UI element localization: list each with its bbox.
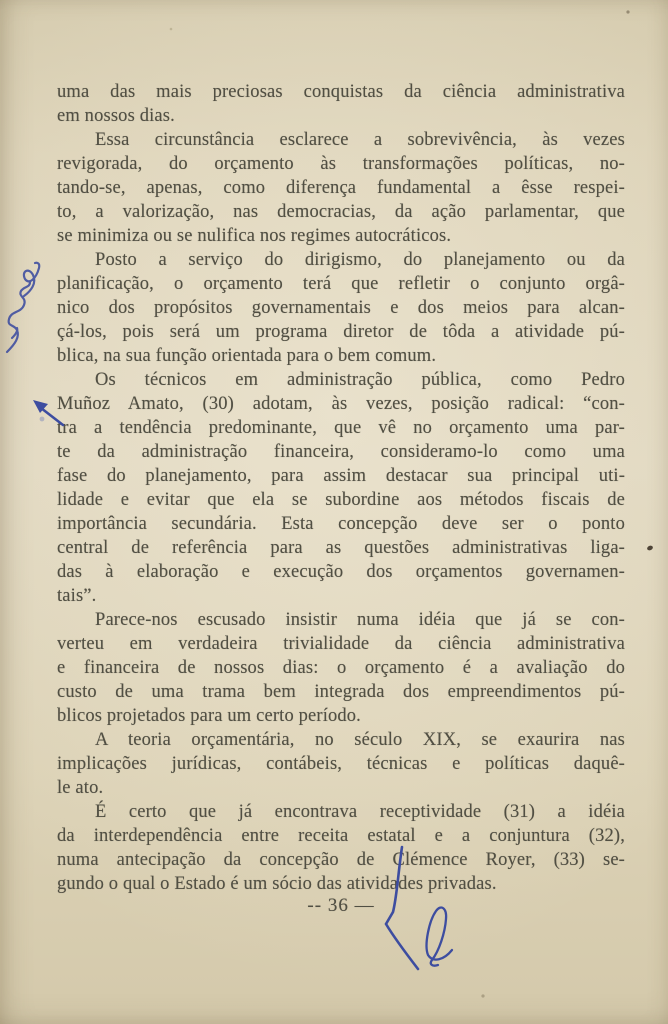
text-line: importância secundária. Esta concepção deve ser o ponto	[57, 514, 625, 534]
text-line: planificação, o orçamento terá que refletir o conjunto orgâ-	[57, 274, 625, 294]
text-line: te da administração financeira, consideramo-lo como uma	[57, 442, 625, 462]
text-line: Os técnicos em administração pública, como Pedro	[95, 370, 625, 390]
text-line: É certo que já encontrava receptividade (31) a idéia	[95, 802, 625, 822]
text-line: to, a valorização, nas democracias, da ação parlamentar, que	[57, 202, 625, 222]
text-line: A teoria orçamentária, no século XIX, se exaurira nas	[95, 730, 625, 750]
text-line: numa antecipação da concepção de Clémence Royer, (33) se-	[57, 850, 625, 870]
text-line: Muñoz Amato, (30) adotam, às vezes, posição radical: “con-	[57, 394, 625, 414]
page-number: -- 36 —	[307, 895, 375, 916]
text-line: Essa circunstância esclarece a sobrevivência, às vezes	[95, 130, 625, 150]
text-line: çá-los, pois será um programa diretor de tôda a atividade pú-	[57, 322, 625, 342]
text-line: se minimiza ou se nulifica nos regimes autocráticos.	[57, 226, 452, 246]
text-line: implicações jurídicas, contábeis, técnicas e políticas daquê-	[57, 754, 625, 774]
text-line: e financeira de nossos dias: o orçamento é a avaliação do	[57, 658, 625, 678]
text-line: tais”.	[57, 586, 97, 606]
text-line: tra a tendência predominante, que vê no orçamento uma par-	[57, 418, 625, 438]
text-line: gundo o qual o Estado é um sócio das atividades privadas.	[57, 874, 497, 894]
text-line: fase do planejamento, para assim destacar sua principal uti-	[57, 466, 625, 486]
text-line: blicos projetados para um certo período.	[57, 706, 361, 726]
text-line: central de referência para as questões administrativas liga-	[57, 538, 625, 558]
text-line: da interdependência entre receita estatal e a conjuntura (32),	[57, 826, 625, 846]
text-line: revigorada, do orçamento às transformações políticas, no-	[57, 154, 625, 174]
text-line: nico dos propósitos governamentais e dos meios para alcan-	[57, 298, 625, 318]
text-line: uma das mais preciosas conquistas da ciência administrativa	[57, 82, 625, 102]
text-line: das à elaboração e execução dos orçamentos governamen-	[57, 562, 625, 582]
margin-handwriting-ink	[7, 263, 39, 352]
text-line: em nossos dias.	[57, 106, 175, 126]
text-line: custo de uma trama bem integrada dos empreendimentos pú-	[57, 682, 625, 702]
text-line: le ato.	[57, 778, 104, 798]
text-line: Posto a serviço do dirigismo, do planejamento ou da	[95, 250, 625, 270]
text-line: tando-se, apenas, como diferença fundamental a êsse respei-	[57, 178, 625, 198]
text-line: lidade e evitar que ela se subordine aos métodos fiscais de	[57, 490, 625, 510]
text-line: verteu em verdadeira trivialidade da ciência administrativa	[57, 634, 625, 654]
text-line: Parece-nos escusado insistir numa idéia que já se con-	[95, 610, 625, 630]
text-line: blica, na sua função orientada para o bem comum.	[57, 346, 437, 366]
page-text-block	[57, 80, 625, 896]
